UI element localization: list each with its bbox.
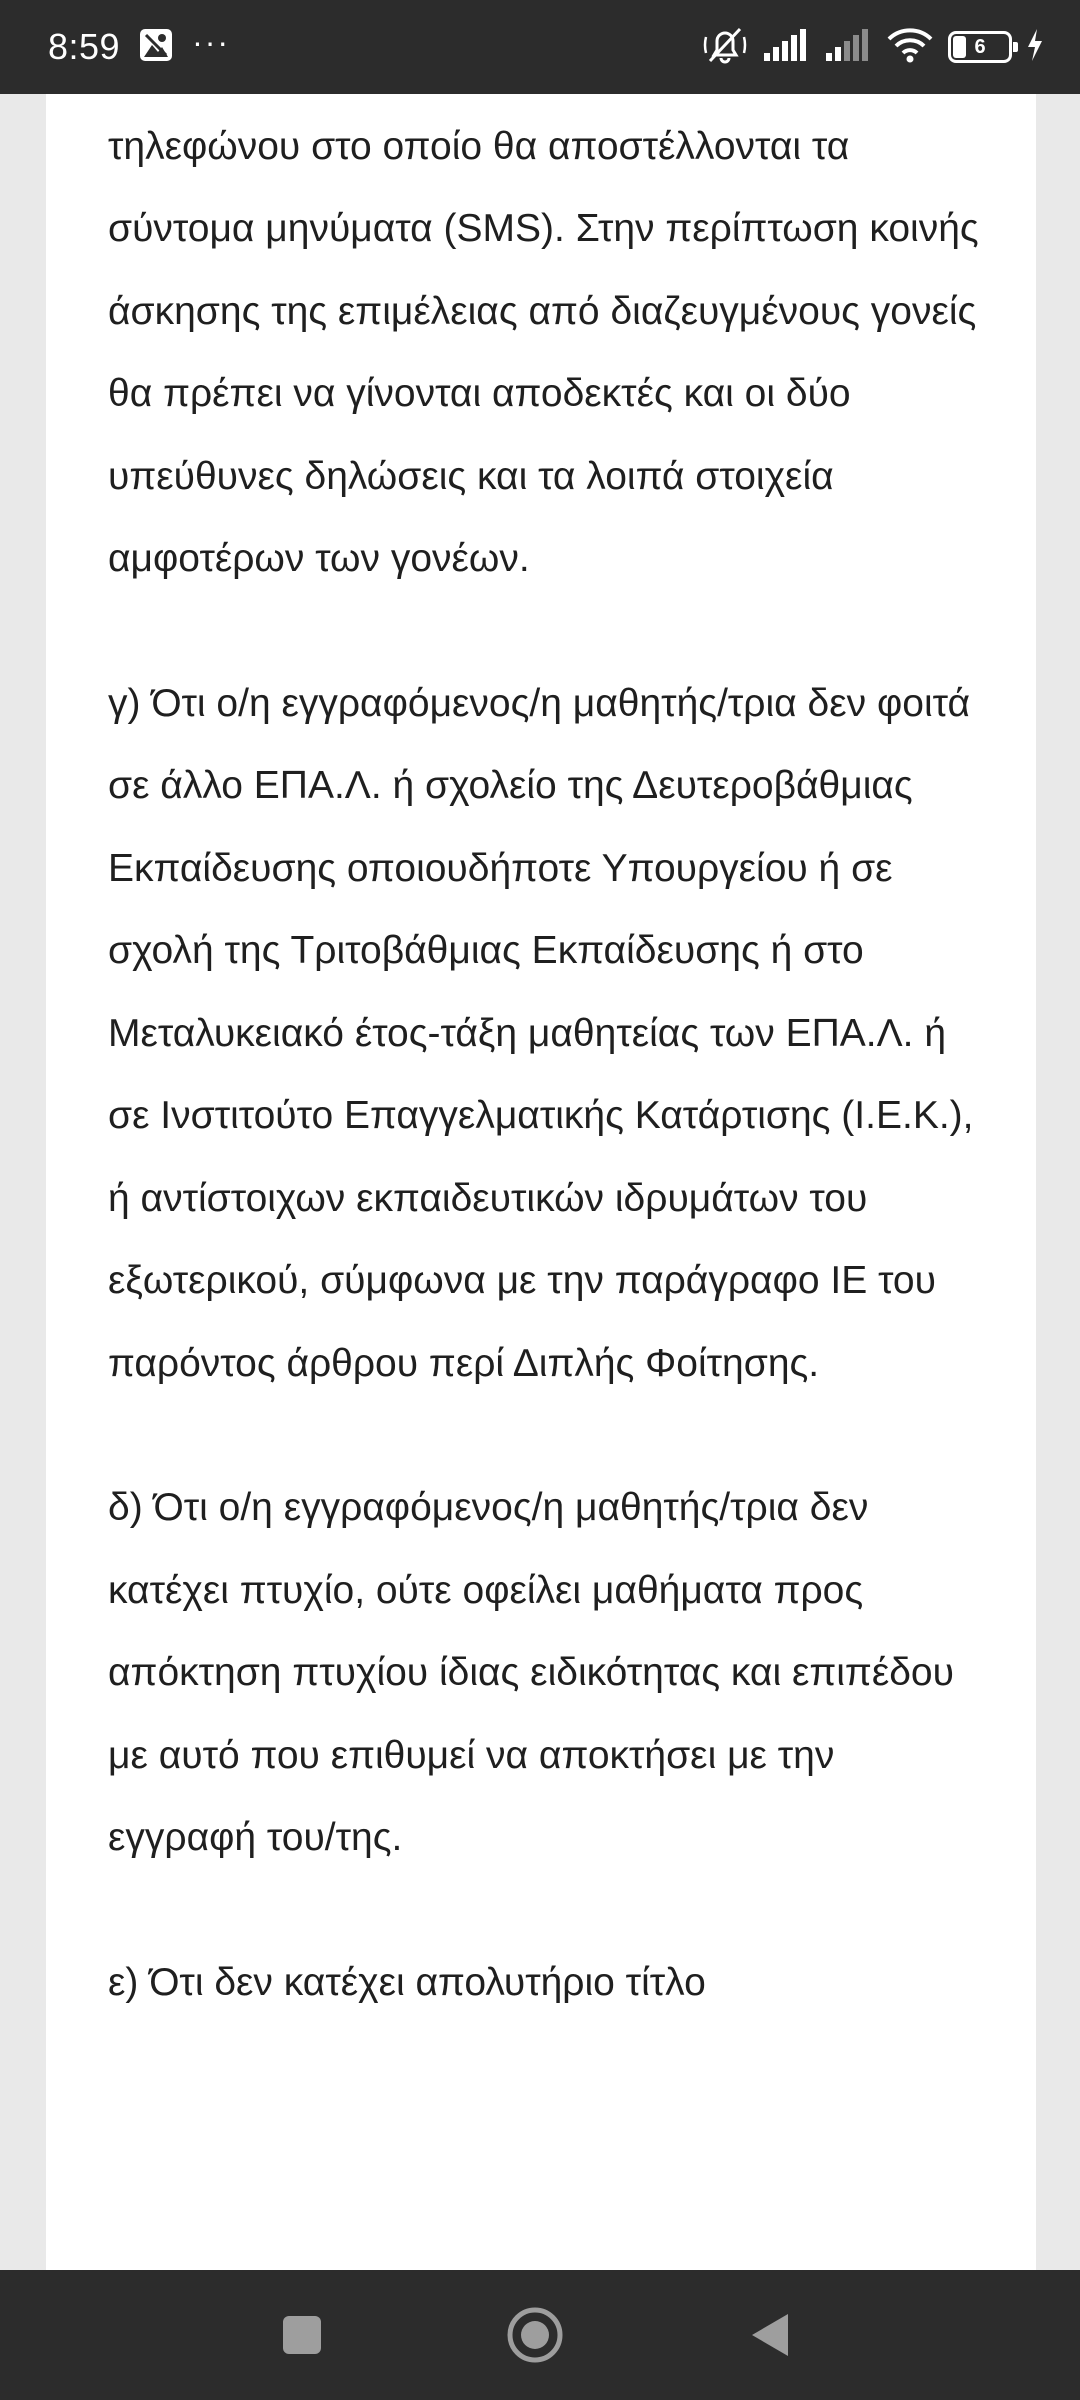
charging-bolt-icon xyxy=(1026,28,1044,67)
paragraph-gamma: γ) Ότι ο/η εγγραφόμενος/η μαθητής/τρια δεν φοιτά σε άλλο ΕΠΑ.Λ. ή σχολείο της Δευτεροβάθμιας Εκπαίδευσης οποιουδήποτε Υπουργείου ή σε σχολή της Τριτοβάθμιας Εκπαίδευσης ή στο Μεταλυκειακό έτος-τάξη μαθητείας των ΕΠΑ.Λ. ή σε Ινστιτούτο Επαγγελματικής Κατάρτισης (Ι.Ε.Κ.), ή αντίστοιχων εκπαιδευτικών ιδρυμάτων του εξωτερικού, σύμφωνα με την παράγραφο ΙΕ του παρόντος άρθρου περί Διπλής Φοίτησης. xyxy=(108,681,974,1385)
paragraph-delta: δ) Ότι ο/η εγγραφόμενος/η μαθητής/τρια δεν κατέχει πτυχίο, ούτε οφείλει μαθήματα προς απόκτηση πτυχίου ίδιας ειδικότητας και επιπέδου με αυτό που επιθυμεί να αποκτήσει με την εγγραφή του/της. xyxy=(108,1486,954,1859)
signal-sim1-icon xyxy=(762,27,810,68)
home-button[interactable] xyxy=(465,2270,605,2400)
document-text xyxy=(108,94,984,2086)
circle-icon xyxy=(505,2305,565,2365)
paragraph-epsilon: ε) Ότι δεν κατέχει απολυτήριο τίτλο xyxy=(108,1960,706,2004)
battery-icon xyxy=(948,31,1012,63)
signal-sim2-icon xyxy=(824,27,872,68)
more-notifications-indicator: ··· xyxy=(192,23,231,60)
status-bar xyxy=(0,0,1080,94)
status-time: 8:59 xyxy=(48,26,121,67)
battery-fill xyxy=(953,36,966,58)
recents-button[interactable] xyxy=(232,2270,372,2400)
wifi-icon xyxy=(886,27,934,68)
document-page[interactable] xyxy=(46,94,1036,2270)
battery-level: 6 xyxy=(974,36,986,58)
back-button[interactable] xyxy=(700,2270,840,2400)
status-left xyxy=(48,0,230,94)
photo-notification-icon xyxy=(138,27,174,68)
navigation-bar xyxy=(0,2270,1080,2400)
status-right xyxy=(702,0,1044,94)
triangle-back-icon xyxy=(748,2311,792,2359)
paragraph-contact-info: τηλεφώνου στο οποίο θα αποστέλλονται τα σύντομα μηνύματα (SMS). Στην περίπτωση κοινής άσκησης της επιμέλειας από διαζευγμένους γονείς θα πρέπει να γίνονται αποδεκτές και οι δύο υπεύθυνες δηλώσεις και τα λοιπά στοιχεία αμφοτέρων των γονέων. xyxy=(108,124,979,580)
silent-mode-icon xyxy=(702,25,748,70)
square-icon xyxy=(280,2313,324,2357)
